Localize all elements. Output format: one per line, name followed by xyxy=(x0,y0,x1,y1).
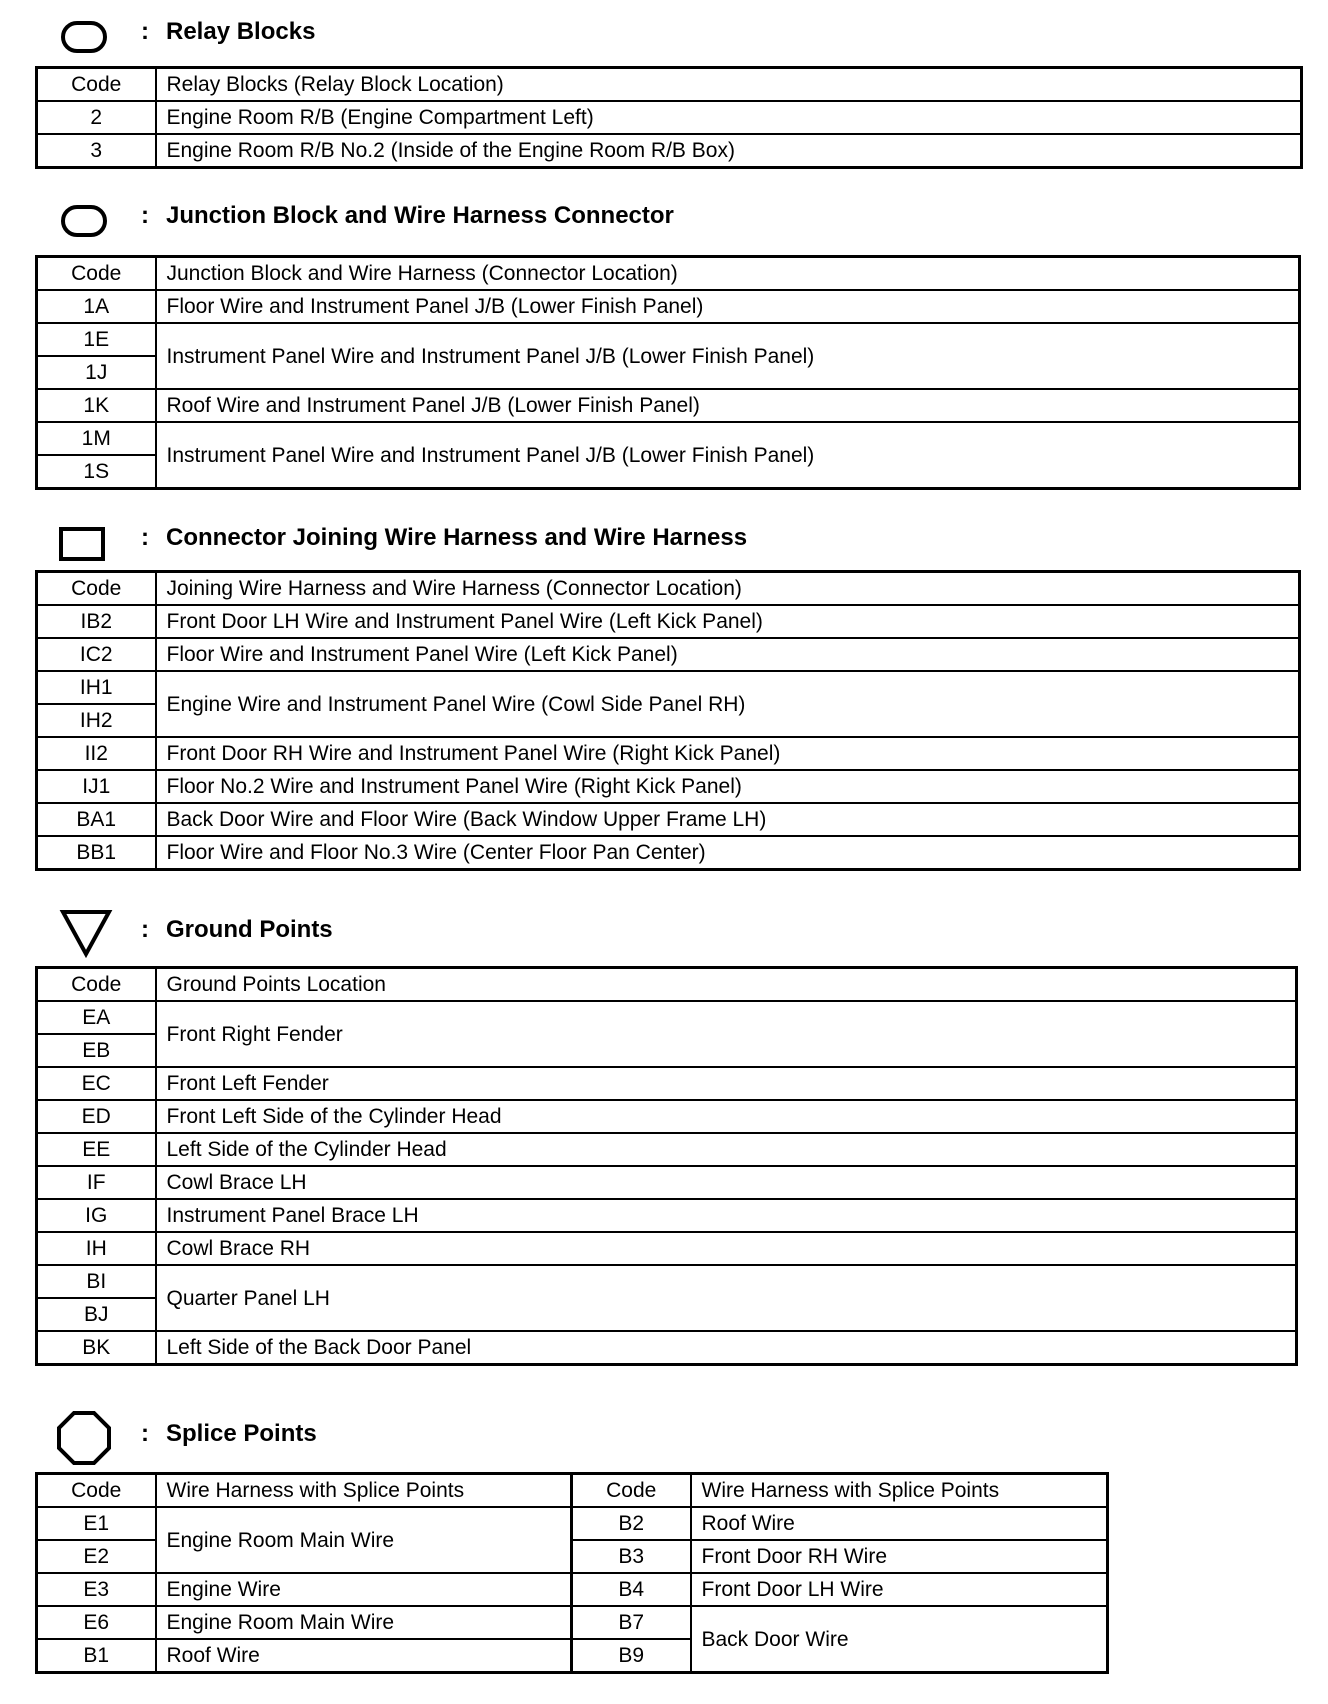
desc-cell: Front Door LH Wire xyxy=(691,1573,1108,1606)
code-cell: IF xyxy=(37,1166,156,1199)
desc-cell: Front Door RH Wire xyxy=(691,1540,1108,1573)
desc-cell: Front Door RH Wire and Instrument Panel Wire (Right Kick Panel) xyxy=(156,737,1300,770)
table-row xyxy=(37,1606,1108,1639)
code-header: Code xyxy=(37,68,156,102)
table-row xyxy=(37,638,1300,671)
splice-points-title: Splice Points xyxy=(166,1420,317,1447)
code-cell: IH2 xyxy=(37,704,156,737)
code-cell: EC xyxy=(37,1067,156,1100)
desc-header: Relay Blocks (Relay Block Location) xyxy=(156,68,1302,102)
rounded-rectangle-icon xyxy=(60,20,108,54)
code-cell: 1E xyxy=(37,323,156,356)
code-cell: BA1 xyxy=(37,803,156,836)
code-cell: B2 xyxy=(572,1507,691,1540)
code-cell: 3 xyxy=(37,134,156,168)
table-row xyxy=(37,134,1302,168)
code-cell: 1S xyxy=(37,455,156,489)
splice-points-table xyxy=(35,1472,1109,1674)
code-cell: II2 xyxy=(37,737,156,770)
desc-header: Wire Harness with Splice Points xyxy=(156,1474,572,1508)
code-cell: 1A xyxy=(37,290,156,323)
table-header-row xyxy=(37,257,1300,291)
section-colon: : xyxy=(141,1420,149,1447)
desc-cell: Cowl Brace RH xyxy=(156,1232,1297,1265)
desc-cell: Engine Room Main Wire xyxy=(156,1606,572,1639)
rounded-rectangle-icon xyxy=(60,204,108,238)
table-row xyxy=(37,1001,1297,1034)
desc-header: Joining Wire Harness and Wire Harness (Connector Location) xyxy=(156,572,1300,606)
code-cell: 2 xyxy=(37,101,156,134)
desc-cell: Instrument Panel Wire and Instrument Panel J/B (Lower Finish Panel) xyxy=(156,323,1300,389)
table-row xyxy=(37,1166,1297,1199)
desc-cell: Engine Wire xyxy=(156,1573,572,1606)
code-cell: E3 xyxy=(37,1573,156,1606)
table-row xyxy=(37,422,1300,455)
code-header: Code xyxy=(37,1474,156,1508)
code-cell: ED xyxy=(37,1100,156,1133)
code-cell: IJ1 xyxy=(37,770,156,803)
code-cell: B4 xyxy=(572,1573,691,1606)
code-cell: BK xyxy=(37,1331,156,1365)
section-colon: : xyxy=(141,202,149,229)
code-header: Code xyxy=(37,572,156,606)
code-cell: BB1 xyxy=(37,836,156,870)
code-cell: BI xyxy=(37,1265,156,1298)
code-cell: E1 xyxy=(37,1507,156,1540)
code-cell: B9 xyxy=(572,1639,691,1673)
table-row xyxy=(37,389,1300,422)
connectors-table xyxy=(35,570,1301,871)
table-row xyxy=(37,803,1300,836)
table-row xyxy=(37,1331,1297,1365)
desc-cell: Left Side of the Back Door Panel xyxy=(156,1331,1297,1365)
code-cell: IC2 xyxy=(37,638,156,671)
table-row xyxy=(37,1199,1297,1232)
desc-cell: Instrument Panel Brace LH xyxy=(156,1199,1297,1232)
table-row xyxy=(37,1133,1297,1166)
desc-cell: Floor Wire and Instrument Panel Wire (Left Kick Panel) xyxy=(156,638,1300,671)
desc-cell: Roof Wire and Instrument Panel J/B (Lower Finish Panel) xyxy=(156,389,1300,422)
section-colon: : xyxy=(141,524,149,551)
code-cell: EB xyxy=(37,1034,156,1067)
square-icon xyxy=(58,526,106,562)
code-header: Code xyxy=(37,968,156,1002)
desc-cell: Floor Wire and Floor No.3 Wire (Center Floor Pan Center) xyxy=(156,836,1300,870)
table-row xyxy=(37,1507,1108,1540)
code-cell: B1 xyxy=(37,1639,156,1673)
code-header: Code xyxy=(37,257,156,291)
relay-blocks-title: Relay Blocks xyxy=(166,18,316,45)
table-row xyxy=(37,770,1300,803)
desc-header: Ground Points Location xyxy=(156,968,1297,1002)
table-row xyxy=(37,101,1302,134)
desc-cell: Engine Room R/B No.2 (Inside of the Engine Room R/B Box) xyxy=(156,134,1302,168)
desc-header: Junction Block and Wire Harness (Connector Location) xyxy=(156,257,1300,291)
desc-cell: Quarter Panel LH xyxy=(156,1265,1297,1331)
ground-points-table xyxy=(35,966,1298,1366)
code-cell: IH1 xyxy=(37,671,156,704)
desc-cell: Engine Room Main Wire xyxy=(156,1507,572,1573)
table-row xyxy=(37,1573,1108,1606)
section-colon: : xyxy=(141,916,149,943)
table-row xyxy=(37,836,1300,870)
code-cell: BJ xyxy=(37,1298,156,1331)
desc-cell: Floor Wire and Instrument Panel J/B (Lower Finish Panel) xyxy=(156,290,1300,323)
desc-cell: Engine Wire and Instrument Panel Wire (Cowl Side Panel RH) xyxy=(156,671,1300,737)
table-row xyxy=(37,1100,1297,1133)
desc-cell: Front Left Side of the Cylinder Head xyxy=(156,1100,1297,1133)
ground-points-title: Ground Points xyxy=(166,916,333,943)
relay-blocks-table xyxy=(35,66,1303,169)
desc-cell: Left Side of the Cylinder Head xyxy=(156,1133,1297,1166)
table-row xyxy=(37,605,1300,638)
table-row xyxy=(37,1232,1297,1265)
table-row xyxy=(37,290,1300,323)
desc-cell: Back Door Wire xyxy=(691,1606,1108,1673)
code-cell: EE xyxy=(37,1133,156,1166)
code-cell: E6 xyxy=(37,1606,156,1639)
connectors-title: Connector Joining Wire Harness and Wire Harness xyxy=(166,524,748,551)
desc-cell: Front Right Fender xyxy=(156,1001,1297,1067)
junction-blocks-title: Junction Block and Wire Harness Connector xyxy=(166,202,674,229)
section-colon: : xyxy=(141,18,149,45)
code-cell: EA xyxy=(37,1001,156,1034)
code-cell: IH xyxy=(37,1232,156,1265)
desc-cell: Engine Room R/B (Engine Compartment Left) xyxy=(156,101,1302,134)
code-header: Code xyxy=(572,1474,691,1508)
desc-cell: Roof Wire xyxy=(156,1639,572,1673)
junction-blocks-table xyxy=(35,255,1301,490)
desc-cell: Front Left Fender xyxy=(156,1067,1297,1100)
desc-cell: Back Door Wire and Floor Wire (Back Window Upper Frame LH) xyxy=(156,803,1300,836)
desc-cell: Cowl Brace LH xyxy=(156,1166,1297,1199)
code-cell: 1M xyxy=(37,422,156,455)
desc-cell: Floor No.2 Wire and Instrument Panel Wire (Right Kick Panel) xyxy=(156,770,1300,803)
desc-header: Wire Harness with Splice Points xyxy=(691,1474,1108,1508)
table-row xyxy=(37,737,1300,770)
table-row xyxy=(37,671,1300,704)
code-cell: 1K xyxy=(37,389,156,422)
table-header-row xyxy=(37,968,1297,1002)
table-row xyxy=(37,323,1300,356)
table-header-row xyxy=(37,572,1300,606)
desc-cell: Roof Wire xyxy=(691,1507,1108,1540)
desc-cell: Front Door LH Wire and Instrument Panel Wire (Left Kick Panel) xyxy=(156,605,1300,638)
table-row xyxy=(37,1067,1297,1100)
code-cell: IG xyxy=(37,1199,156,1232)
code-cell: B7 xyxy=(572,1606,691,1639)
code-cell: IB2 xyxy=(37,605,156,638)
desc-cell: Instrument Panel Wire and Instrument Panel J/B (Lower Finish Panel) xyxy=(156,422,1300,489)
code-cell: 1J xyxy=(37,356,156,389)
code-cell: B3 xyxy=(572,1540,691,1573)
table-header-row xyxy=(37,1474,1108,1508)
triangle-down-icon xyxy=(58,908,114,958)
table-row xyxy=(37,1265,1297,1298)
octagon-icon xyxy=(56,1410,112,1466)
table-header-row xyxy=(37,68,1302,102)
code-cell: E2 xyxy=(37,1540,156,1573)
